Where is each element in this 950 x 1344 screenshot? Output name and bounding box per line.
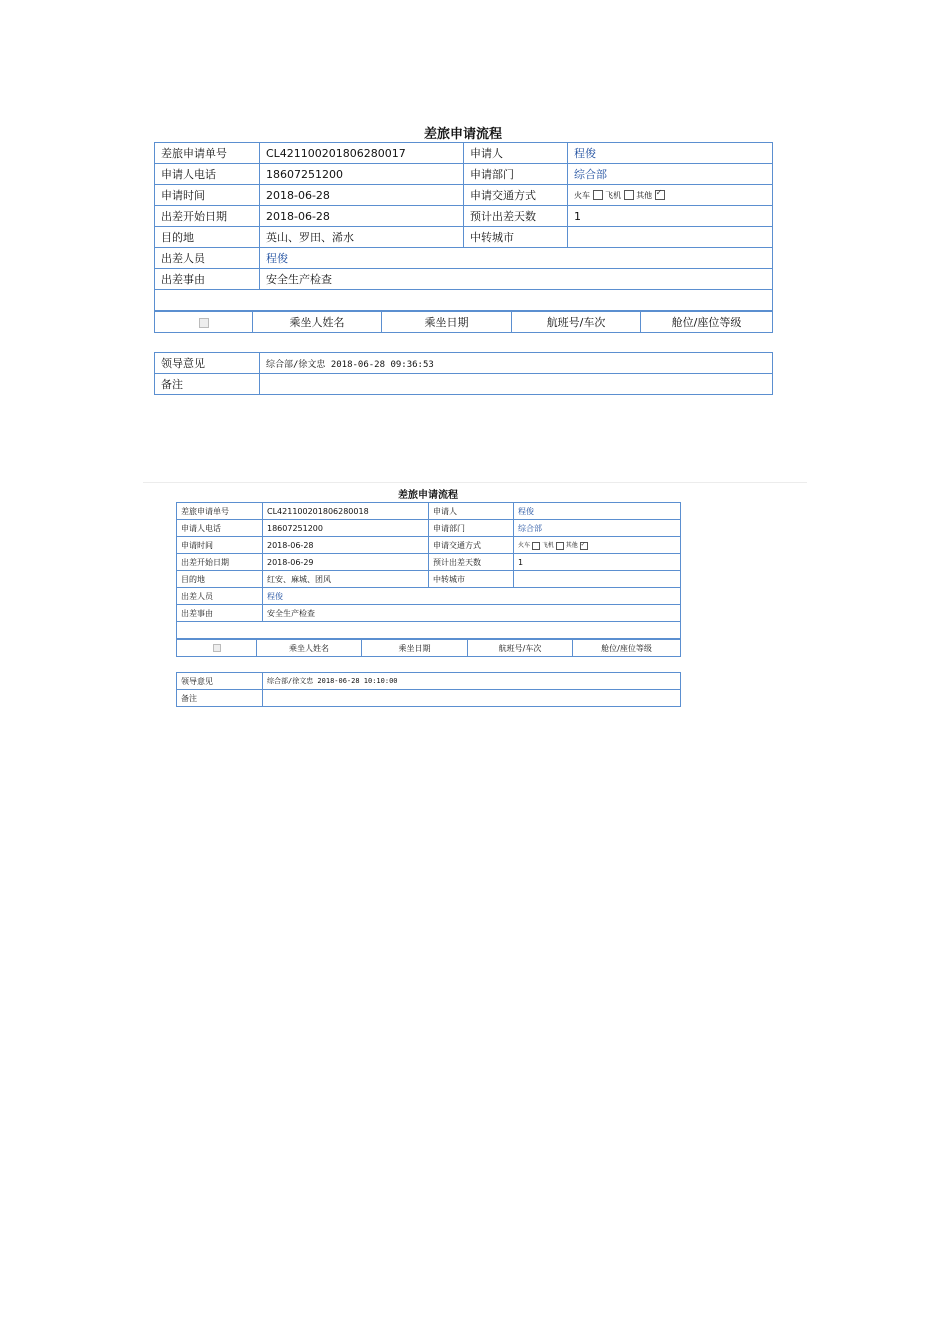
train-checkbox[interactable] xyxy=(532,542,540,550)
transport-label: 申请交通方式 xyxy=(464,185,568,206)
select-all-cell xyxy=(155,312,253,333)
opinion-value: 综合部/徐文忠 2018-06-28 10:10:00 xyxy=(263,673,681,690)
travelers-link[interactable]: 程俊 xyxy=(260,248,773,269)
table-row xyxy=(177,503,681,520)
train-checkbox[interactable] xyxy=(593,190,603,200)
apply-time-label: 申请时间 xyxy=(177,537,263,554)
table-row xyxy=(177,673,681,690)
dept-label: 申请部门 xyxy=(464,164,568,185)
ride-date-header: 乘坐日期 xyxy=(382,312,512,333)
remark-value xyxy=(260,374,773,395)
days-value: 1 xyxy=(514,554,681,571)
empty-row xyxy=(155,290,773,311)
opinion-label: 领导意见 xyxy=(177,673,263,690)
opinion-table xyxy=(176,672,681,707)
dept-link[interactable]: 综合部 xyxy=(514,520,681,537)
reason-label: 出差事由 xyxy=(155,269,260,290)
form-main-table xyxy=(154,142,773,311)
table-row xyxy=(155,374,773,395)
opinion-label: 领导意见 xyxy=(155,353,260,374)
table-header-row xyxy=(155,312,773,333)
page-divider xyxy=(143,482,807,483)
empty-row xyxy=(177,622,681,639)
start-date-value: 2018-06-29 xyxy=(263,554,429,571)
apply-time-value: 2018-06-28 xyxy=(263,537,429,554)
transfer-city-value xyxy=(514,571,681,588)
plane-option-label: 飞机 xyxy=(541,542,554,550)
dept-label: 申请部门 xyxy=(429,520,514,537)
phone-label: 申请人电话 xyxy=(177,520,263,537)
seat-class-header: 舱位/座位等级 xyxy=(573,640,681,657)
dept-link[interactable]: 综合部 xyxy=(568,164,773,185)
transfer-city-label: 中转城市 xyxy=(464,227,568,248)
opinion-value: 综合部/徐文忠 2018-06-28 09:36:53 xyxy=(260,353,773,374)
plane-option-label: 飞机 xyxy=(605,190,622,200)
start-date-label: 出差开始日期 xyxy=(177,554,263,571)
phone-label: 申请人电话 xyxy=(155,164,260,185)
passenger-name-header: 乘坐人姓名 xyxy=(253,312,382,333)
select-all-cell xyxy=(177,640,257,657)
passenger-table xyxy=(176,639,681,657)
applicant-link[interactable]: 程俊 xyxy=(568,143,773,164)
train-option-label: 火车 xyxy=(574,190,590,200)
destination-value: 红安、麻城、团风 xyxy=(263,571,429,588)
table-row xyxy=(155,185,773,206)
flight-train-header: 航班号/车次 xyxy=(468,640,573,657)
table-row xyxy=(177,690,681,707)
transport-label: 申请交通方式 xyxy=(429,537,514,554)
reason-value: 安全生产检查 xyxy=(260,269,773,290)
destination-label: 目的地 xyxy=(177,571,263,588)
remark-value xyxy=(263,690,681,707)
remark-label: 备注 xyxy=(177,690,263,707)
order-no-value: CL421100201806280018 xyxy=(263,503,429,520)
table-row xyxy=(155,206,773,227)
applicant-link[interactable]: 程俊 xyxy=(514,503,681,520)
travelers-link[interactable]: 程俊 xyxy=(263,588,681,605)
phone-value: 18607251200 xyxy=(263,520,429,537)
table-row xyxy=(177,588,681,605)
days-label: 预计出差天数 xyxy=(429,554,514,571)
passenger-table xyxy=(154,311,773,333)
flight-train-header: 航班号/车次 xyxy=(512,312,641,333)
transfer-city-value xyxy=(568,227,773,248)
start-date-value: 2018-06-28 xyxy=(260,206,464,227)
other-checkbox[interactable] xyxy=(655,190,665,200)
phone-value: 18607251200 xyxy=(260,164,464,185)
table-row xyxy=(177,554,681,571)
select-all-checkbox[interactable] xyxy=(213,644,221,652)
form-title: 差旅申请流程 xyxy=(398,490,458,501)
table-row xyxy=(177,537,681,554)
apply-time-label: 申请时间 xyxy=(155,185,260,206)
remark-label: 备注 xyxy=(155,374,260,395)
table-row xyxy=(155,227,773,248)
table-row xyxy=(177,622,681,639)
start-date-label: 出差开始日期 xyxy=(155,206,260,227)
transport-options xyxy=(514,537,681,554)
train-option-label: 火车 xyxy=(518,542,531,550)
table-row xyxy=(177,520,681,537)
seat-class-header: 舱位/座位等级 xyxy=(641,312,773,333)
other-checkbox[interactable] xyxy=(580,542,588,550)
transfer-city-label: 中转城市 xyxy=(429,571,514,588)
table-row xyxy=(155,248,773,269)
passenger-name-header: 乘坐人姓名 xyxy=(257,640,362,657)
days-label: 预计出差天数 xyxy=(464,206,568,227)
opinion-table xyxy=(154,352,773,395)
destination-value: 英山、罗田、浠水 xyxy=(260,227,464,248)
table-row xyxy=(177,605,681,622)
table-header-row xyxy=(177,640,681,657)
transport-options xyxy=(568,185,773,206)
travelers-label: 出差人员 xyxy=(155,248,260,269)
reason-label: 出差事由 xyxy=(177,605,263,622)
order-no-label: 差旅申请单号 xyxy=(177,503,263,520)
reason-value: 安全生产检查 xyxy=(263,605,681,622)
ride-date-header: 乘坐日期 xyxy=(362,640,468,657)
order-no-label: 差旅申请单号 xyxy=(155,143,260,164)
table-row xyxy=(155,164,773,185)
applicant-label: 申请人 xyxy=(464,143,568,164)
apply-time-value: 2018-06-28 xyxy=(260,185,464,206)
table-row xyxy=(155,269,773,290)
days-value: 1 xyxy=(568,206,773,227)
table-row xyxy=(155,143,773,164)
plane-checkbox[interactable] xyxy=(624,190,634,200)
applicant-label: 申请人 xyxy=(429,503,514,520)
form-main-table xyxy=(176,502,681,639)
select-all-checkbox[interactable] xyxy=(199,318,209,328)
table-row xyxy=(155,353,773,374)
destination-label: 目的地 xyxy=(155,227,260,248)
form-title: 差旅申请流程 xyxy=(423,127,502,142)
plane-checkbox[interactable] xyxy=(556,542,564,550)
table-row xyxy=(177,571,681,588)
travelers-label: 出差人员 xyxy=(177,588,263,605)
order-no-value: CL421100201806280017 xyxy=(260,143,464,164)
other-option-label: 其他 xyxy=(565,542,578,550)
table-row xyxy=(155,290,773,311)
other-option-label: 其他 xyxy=(636,190,653,200)
